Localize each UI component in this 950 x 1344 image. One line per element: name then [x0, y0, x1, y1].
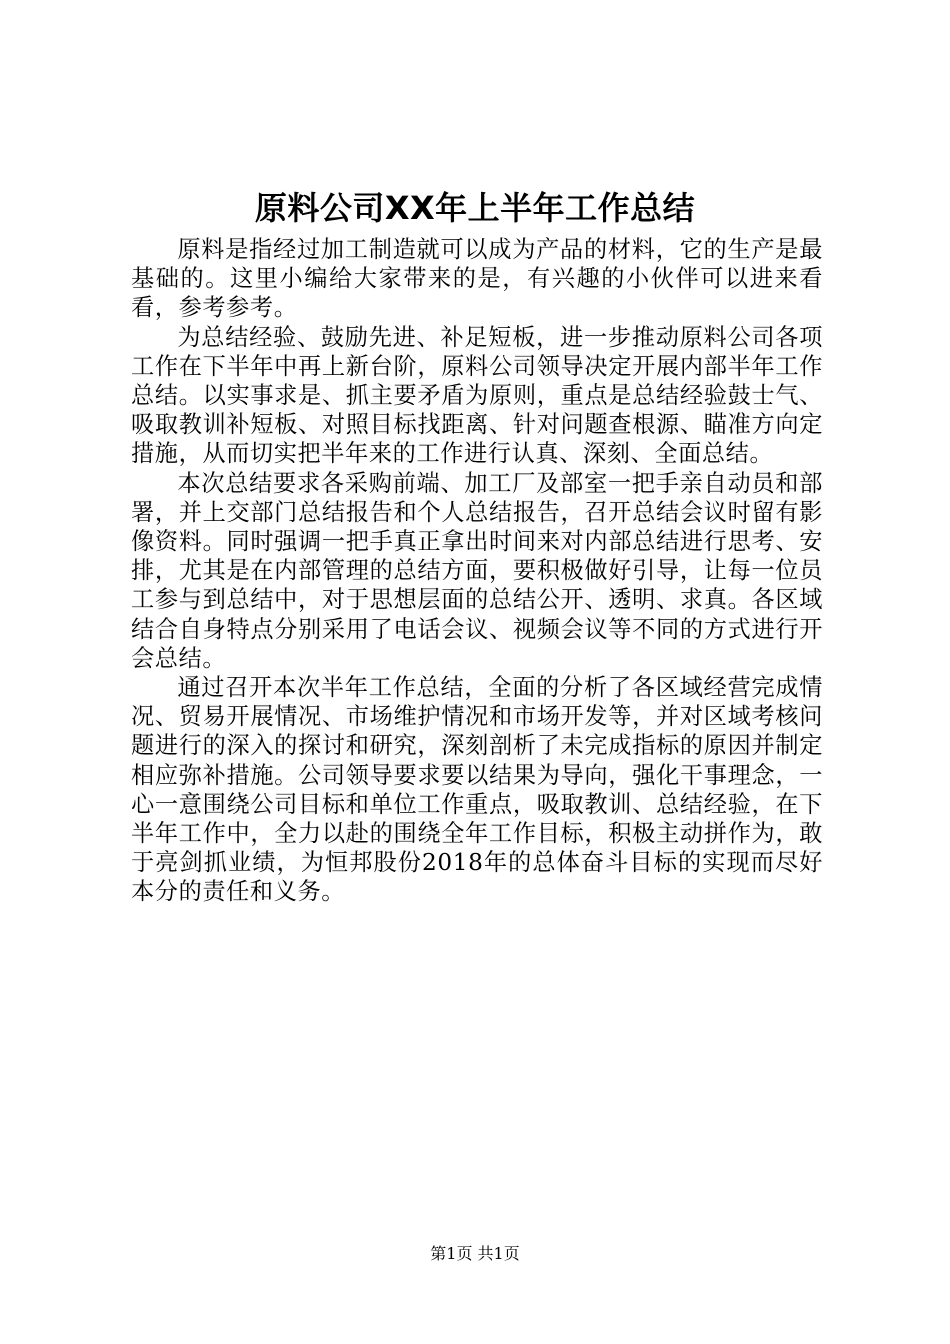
- paragraph-results: 通过召开本次半年工作总结，全面的分析了各区域经营完成情况、贸易开展情况、市场维护情况和市场开发等，并对区域考核问题进行的深入的探讨和研究，深刻剖析了未完成指标的原因并制定相应弥补措施。公司领导要求要以结果为导向，强化干事理念，一心一意围绕公司目标和单位工作重点，吸取教训、总结经验，在下半年工作中，全力以赴的围绕全年工作目标，积极主动拼作为，敢于亮剑抓业绩，为恒邦股份2018年的总体奋斗目标的实现而尽好本分的责任和义务。: [131, 674, 823, 906]
- document-body: [131, 235, 823, 907]
- page-footer: 第1页 共1页: [430, 1244, 520, 1263]
- paragraph-intro: 原料是指经过加工制造就可以成为产品的材料，它的生产是最基础的。这里小编给大家带来的是，有兴趣的小伙伴可以进来看看，参考参考。: [131, 236, 823, 322]
- paragraph-purpose: 为总结经验、鼓励先进、补足短板，进一步推动原料公司各项工作在下半年中再上新台阶，原料公司领导决定开展内部半年工作总结。以实事求是、抓主要矛盾为原则，重点是总结经验鼓士气、吸取教训补短板、对照目标找距离、针对问题查根源、瞄准方向定措施，从而切实把半年来的工作进行认真、深刻、全面总结。: [131, 323, 823, 468]
- paragraph-requirements: 本次总结要求各采购前端、加工厂及部室一把手亲自动员和部署，并上交部门总结报告和个人总结报告，召开总结会议时留有影像资料。同时强调一把手真正拿出时间来对内部总结进行思考、安排，尤其是在内部管理的总结方面，要积极做好引导，让每一位员工参与到总结中，对于思想层面的总结公开、透明、求真。各区域结合自身特点分别采用了电话会议、视频会议等不同的方式进行开会总结。: [131, 469, 823, 672]
- document-title: 原料公司XX年上半年工作总结: [254, 189, 696, 227]
